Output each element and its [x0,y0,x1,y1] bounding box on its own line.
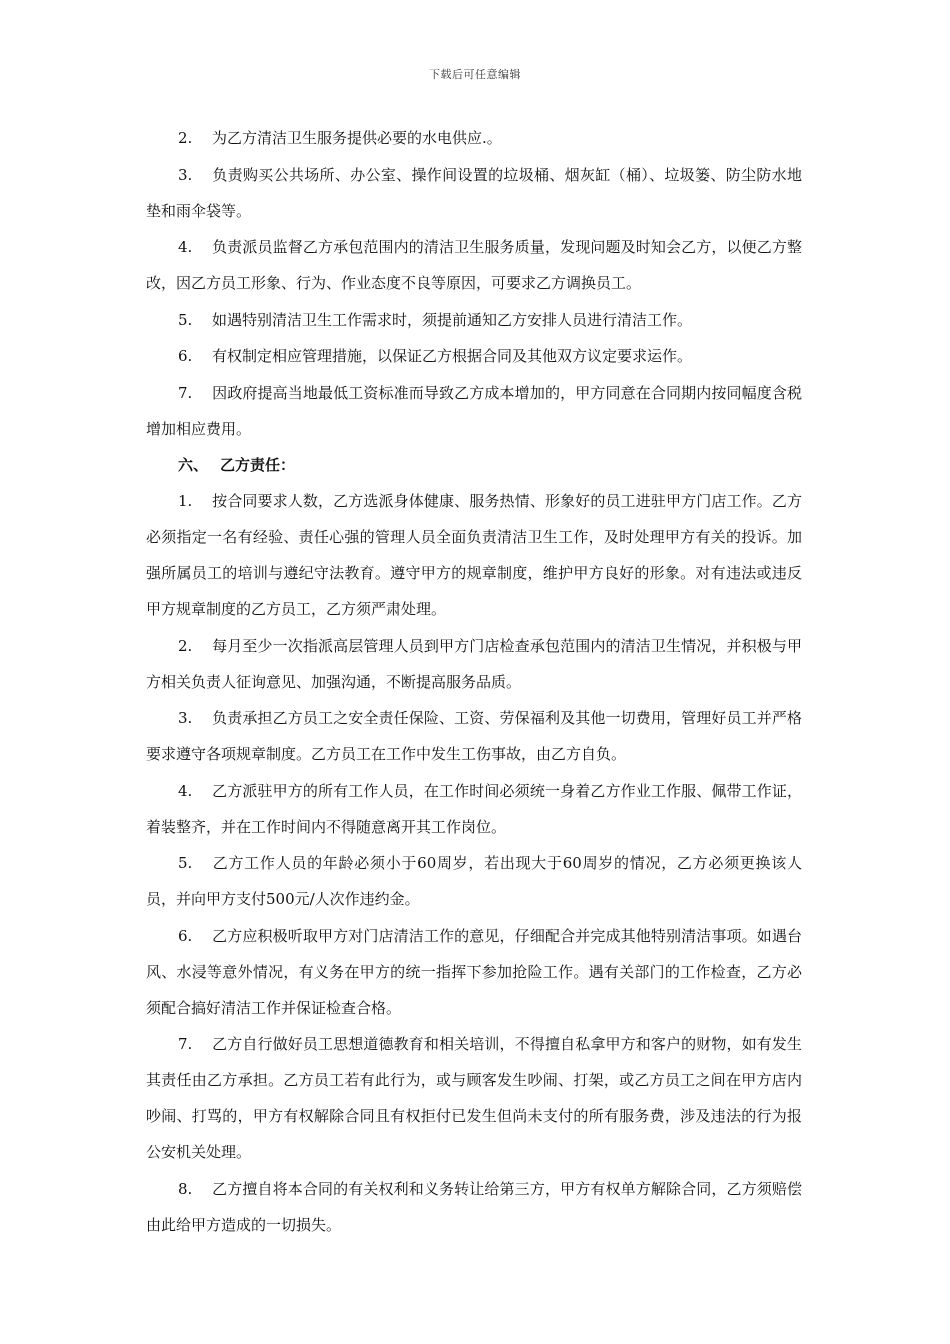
list-item [146,1171,802,1243]
list-item [146,302,802,338]
item-number: 2. [178,636,193,655]
item-number: 5. [178,854,193,872]
item-text: 负责购买公共场所、办公室、操作间设置的垃圾桶、烟灰缸（桶）、垃圾篓、防尘防水地垫和雨伞袋等。 [146,165,802,220]
item-text: 按合同要求人数，乙方选派身体健康、服务热情、形象好的员工进驻甲方门店工作。乙方必须指定一名有经验、责任心强的管理人员全面负责清洁卫生工作，及时处理甲方有关的投诉。加强所属员工的培训与遵纪守法教育。遵守甲方的规章制度，维护甲方良好的形象。对有违法或违反甲方规章制度的乙方员工，乙方须严肃处理。 [146,492,802,618]
item-text: 乙方应积极听取甲方对门店清洁工作的意见，仔细配合并完成其他特别清洁事项。如遇台风、水浸等意外情况，有义务在甲方的统一指挥下参加抢险工作。遇有关部门的工作检查，乙方必须配合搞好清洁工作并保证检查合格。 [146,926,802,1017]
section-a-list [146,120,802,447]
item-number: 6. [178,926,193,945]
item-text: 如遇特别清洁卫生工作需求时，须提前通知乙方安排人员进行清洁工作。 [212,310,693,329]
item-number: 7. [178,383,193,402]
list-item [146,773,802,845]
item-text: 乙方工作人员的年龄必须小于60周岁，若出现大于60周岁的情况，乙方必须更换该人员，并向甲方支付500元/人次作违约金。 [146,854,802,908]
list-item [146,1026,802,1170]
item-text: 因政府提高当地最低工资标准而导致乙方成本增加的，甲方同意在合同期内按同幅度含税增加相应费用。 [146,383,802,438]
item-number: 7. [178,1035,193,1053]
list-item [146,157,802,229]
item-text: 每月至少一次指派高层管理人员到甲方门店检查承包范围内的清洁卫生情况，并积极与甲方相关负责人征询意见、加强沟通，不断提高服务品质。 [146,636,802,691]
item-number: 5. [178,310,193,329]
section-six-heading [146,447,802,483]
item-number: 6. [178,347,193,365]
list-item [146,338,802,374]
list-item [146,120,802,156]
list-item [146,229,802,301]
item-text: 为乙方清洁卫生服务提供必要的水电供应.。 [212,129,502,147]
item-text: 有权制定相应管理措施，以保证乙方根据合同及其他双方议定要求运作。 [212,347,693,365]
section-six-number: 六、 [178,456,209,474]
item-number: 4. [178,781,193,800]
item-number: 8. [178,1179,193,1198]
header-note: 下载后可任意编辑 [429,68,521,81]
list-item [146,375,802,447]
list-item [146,700,802,772]
item-text: 乙方自行做好员工思想道德教育和相关培训，不得擅自私拿甲方和客户的财物，如有发生其责任由乙方承担。乙方员工若有此行为，或与顾客发生吵闹、打架，或乙方员工之间在甲方店内吵闹、打骂的，甲方有权解除合同且有权拒付已发生但尚未支付的所有服务费，涉及违法的行为报公安机关处理。 [146,1035,802,1161]
item-number: 3. [178,709,193,727]
item-number: 2. [178,129,193,147]
list-item [146,918,802,1026]
section-six-title: 乙方责任： [220,456,296,474]
section-six-list [146,483,802,1243]
item-number: 4. [178,238,193,256]
list-item [146,845,802,917]
item-number: 1. [178,492,193,510]
item-text: 负责承担乙方员工之安全责任保险、工资、劳保福利及其他一切费用，管理好员工并严格要求遵守各项规章制度。乙方员工在工作中发生工伤事故，由乙方自负。 [146,709,802,763]
list-item [146,483,802,627]
item-number: 3. [178,165,193,184]
list-item [146,628,802,700]
document-body [146,120,802,1243]
item-text: 乙方派驻甲方的所有工作人员，在工作时间必须统一身着乙方作业工作服、佩带工作证，着装整齐，并在工作时间内不得随意离开其工作岗位。 [146,781,802,836]
item-text: 负责派员监督乙方承包范围内的清洁卫生服务质量，发现问题及时知会乙方，以便乙方整改，因乙方员工形象、行为、作业态度不良等原因，可要求乙方调换员工。 [146,238,802,292]
item-text: 乙方擅自将本合同的有关权利和义务转让给第三方，甲方有权单方解除合同，乙方须赔偿由此给甲方造成的一切损失。 [146,1179,802,1234]
